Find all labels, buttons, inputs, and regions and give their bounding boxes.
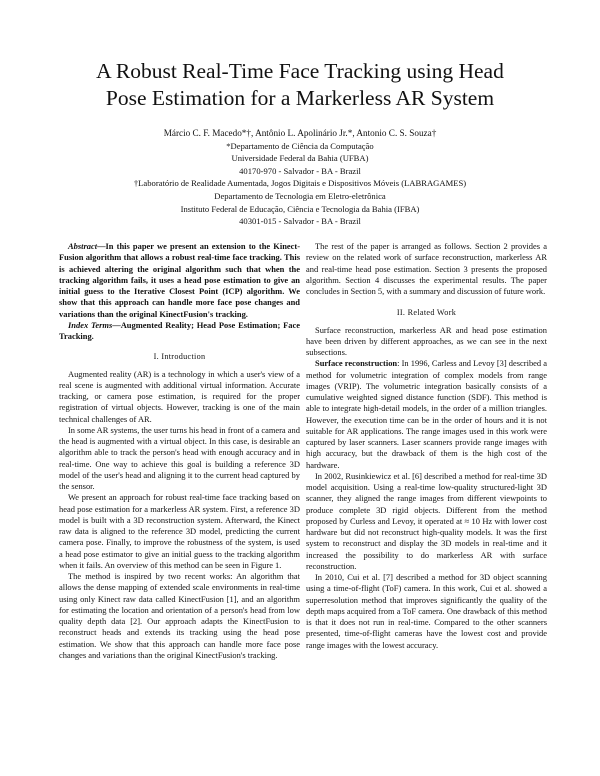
paragraph: Surface reconstruction, markerless AR and head pose estimation have been driven by different approaches, as we can see in the next subsections. — [306, 324, 547, 357]
affiliation-line: Universidade Federal da Bahia (UFBA) — [231, 153, 369, 164]
abstract-label: Abstract — [68, 241, 98, 251]
affiliation-line: 40301-015 - Salvador - BA - Brazil — [239, 216, 361, 227]
paragraph: We present an approach for robust real-time face tracking based on head pose estimation for a markerless AR system. First, a reference 3D model is built with a 3D reconstruction system. Afterward, the Kinect raw data is aligned to the reference 3D model, predicting the current camera pose. Finally, to improve the robustness of the system, is used a head pose estimator to give an initial guess to the tracking algorithm when it fails. An overview of this method can be seen in Figure 1. — [59, 492, 300, 570]
index-terms — [59, 320, 300, 343]
paragraph: In some AR systems, the user turns his head in front of a camera and the head is augmented with a virtual object. In this case, is desirable an algorithm able to track the person's head with enough accuracy and in real-time. One way to achieve this goal is building a reference 3D model of the user's head and aligning it to the current head captured by the sensor. — [59, 424, 300, 491]
paragraph: Augmented reality (AR) is a technology in which a user's view of a real scene is augmented with additional virtual information. Accurate tracking, or camera pose estimation, is required for the proper registration of virtual objects. However, tracking is one of the main technical challenges of AR. — [59, 368, 300, 424]
paragraph — [306, 358, 547, 471]
right-column — [306, 241, 547, 651]
paragraph: In 2002, Rusinkiewicz et al. [6] described a method for real-time 3D model acquisition. Using a real-time low-quality structured-light 3D scanner, they aligned the range images from different viewpoints to produce complete 3D rigid objects. Different from the method proposed by Curless and Levoy, it operated at ≈ 10 Hz with lower cost hardware but did not reconstruct high-quality models. It was the first system to reconstruct and display the 3D models in real-time and it increased the possibility to do markerless AR with surface reconstruction. — [306, 470, 547, 571]
index-terms-label: Index Terms — [68, 319, 113, 330]
abstract-text: —In this paper we present an extension to the Kinect-Fusion algorithm that allows a robust real-time face tracking. This is achieved altering the original algorithm such that when the tracking algorithm fails, it uses a head pose estimation to give an initial guess to the Iterative Closest Point (ICP) algorithm. We show that this approach can handle more face pose changes and variations than the original KinectFusion's tracking. — [59, 241, 300, 319]
run-in-heading: Surface reconstruction — [315, 358, 398, 369]
affiliation-line: Instituto Federal de Educação, Ciência e Tecnologia da Bahia (IFBA) — [180, 203, 420, 214]
paragraph: The rest of the paper is arranged as follows. Section 2 provides a review on the related work of surface reconstruction, markerless AR and real-time head pose estimation. Section 3 presents the proposed algorithm. Section 4 discusses the experimental results. The paper concludes in Section 5, with a summary and discussion of future work. — [306, 241, 547, 296]
abstract — [59, 241, 300, 320]
affiliation-line: 40170-970 - Salvador - BA - Brazil — [239, 165, 361, 176]
affiliation-line: *Departamento de Ciência da Computação — [226, 140, 374, 151]
title-line-2: Pose Estimation for a Markerless AR System — [105, 86, 495, 110]
index-terms-text: —Augmented Reality; Head Pose Estimation; Face Tracking. — [59, 319, 300, 341]
paper-title — [40, 58, 560, 112]
section-heading-introduction: I. Introduction — [153, 352, 206, 362]
section-heading-related-work: II. Related Work — [396, 308, 457, 318]
paragraph: In 2010, Cui et al. [7] described a method for 3D object scanning using a time-of-flight (ToF) camera. In this work, Cui et al. showed a superresolution method that improves significantly the quality of the depth maps acquired from a ToF camera. One drawback of this method is that it does not run in real-time. Compared to the other scanners presented, time-of-flight cameras have the lowest cost and provide range images with the lowest accuracy. — [306, 572, 547, 650]
paragraph-text: : In 1996, Carless and Levoy [3] described a method for volumetric integration of complex models from range images (VRIP). The volumetric integration basically consists of a cumulative weighted signed distance function (SDF). This method is able to integrate high-detail models, in the order of a million triangles. However, the execution time can be in the order of hours and it is not suitable for AR applications. The range images used in this work were captured by laser scanners. Laser scanners provide range images with high accuracy, but the drawback of them is the high cost of the hardware. — [306, 358, 547, 470]
affiliation-line: †Laboratório de Realidade Aumentada, Jogos Digitais e Dispositivos Móveis (LABRAGAMES) — [133, 178, 467, 189]
author-block — [30, 127, 570, 228]
paragraph: The method is inspired by two recent works: An algorithm that allows the dense mapping of extended scale environments in real-time using only Kinect raw data called KinectFusion [1], and an algorithm for estimating the location and orientation of a person's head from low quality depth data [2]. Our approach adapts the KinectFusion to reconstruct heads and extends its tracking using the head pose estimation. We show that this approach can handle more face pose changes and variations than the original KinectFusion's tracking. — [59, 571, 300, 660]
left-column — [59, 241, 300, 661]
title-line-1: A Robust Real-Time Face Tracking using Head — [96, 59, 504, 83]
author-names: Márcio C. F. Macedo*†, Antônio L. Apolinário Jr.*, Antonio C. S. Souza† — [163, 128, 437, 138]
affiliation-line: Departamento de Tecnologia em Eletro-eletrônica — [214, 190, 386, 201]
